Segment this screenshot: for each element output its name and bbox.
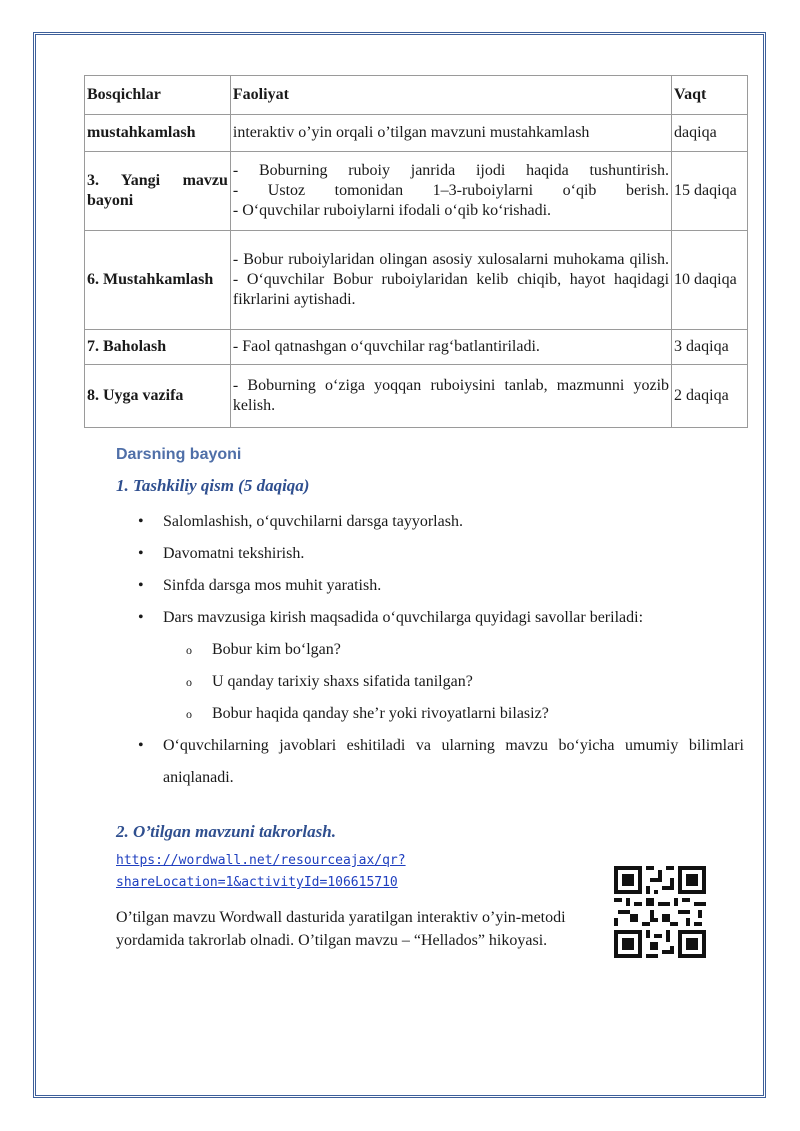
qr-code-image[interactable] [614, 866, 706, 958]
stage-cell: 6. Mustahkamlash [85, 231, 231, 330]
table-row [85, 330, 748, 365]
stage-cell: mustahkamlash [85, 115, 231, 152]
bullet-list [116, 730, 744, 794]
activity-line: - O‘quvchilar ruboiylarni ifodali o‘qib ko‘rishadi. [232, 202, 552, 219]
table-header-row [85, 76, 748, 115]
activity-line: - Ustoz tomonidan 1–3-ruboiylarni o‘qib berish. [232, 182, 670, 199]
header-stages: Bosqichlar [85, 76, 231, 115]
activity-cell [230, 152, 671, 231]
list-item: • Sinfda darsga mos muhit yaratish. [116, 570, 744, 602]
table-row [85, 115, 748, 152]
bullet-list [116, 506, 744, 634]
list-item: • O‘quvchilarning javoblari eshitiladi va ularning mavzu bo‘yicha umumiy bilimlari aniqlanadi. [116, 730, 744, 794]
activity-cell: interaktiv o’yin orqali o’tilgan mavzuni mustahkamlash [230, 115, 671, 152]
time-cell: 15 daqiqa [672, 152, 748, 231]
question-list [116, 634, 744, 730]
activity-line: - Bobur ruboiylaridan olingan asosiy xulosalarni muhokama qilish. [232, 251, 670, 268]
part1-heading: 1. Tashkiliy qism (5 daqiqa) [116, 476, 310, 495]
time-cell: daqiqa [672, 115, 748, 152]
time-cell: 2 daqiqa [672, 365, 748, 428]
activity-cell: - Faol qatnashgan o‘quvchilar rag‘batlantiriladi. [230, 330, 671, 365]
activity-cell [230, 231, 671, 330]
table-row [85, 365, 748, 428]
wordwall-link[interactable]: https://wordwall.net/resourceajax/qr? [116, 853, 406, 868]
table-row [85, 152, 748, 231]
question-item: o U qanday tarixiy shaxs sifatida tanilgan? [116, 666, 744, 698]
part2-paragraph: O’tilgan mavzu Wordwall dasturida yaratilgan interaktiv o’yin-metodi yordamida takrorlab olnadi. O’tilgan mavzu – “Hellados” hikoyasi. [116, 909, 566, 949]
question-item: o Bobur kim bo‘lgan? [116, 634, 744, 666]
list-item: • Salomlashish, o‘quvchilarni darsga tayyorlash. [116, 506, 744, 538]
wordwall-link[interactable]: shareLocation=1&activityId=106615710 [116, 875, 398, 890]
lesson-content [116, 446, 744, 794]
table-row [85, 231, 748, 330]
stage-cell: 7. Baholash [85, 330, 231, 365]
activity-cell: - Boburning o‘ziga yoqqan ruboiysini tanlab, mazmunni yozib kelish. [230, 365, 671, 428]
stage-cell: 3. Yangi mavzu bayoni [85, 152, 231, 231]
time-cell: 3 daqiqa [672, 330, 748, 365]
part2-section [116, 822, 576, 952]
lesson-plan-table [84, 75, 748, 428]
activity-line: - Boburning ruboiy janrida ijodi haqida tushuntirish. [232, 162, 670, 179]
part2-heading: 2. O’tilgan mavzuni takrorlash. [116, 822, 336, 841]
header-activity: Faoliyat [230, 76, 671, 115]
time-cell: 10 daqiqa [672, 231, 748, 330]
list-item: • Dars mavzusiga kirish maqsadida o‘quvchilarga quyidagi savollar beriladi: [116, 602, 744, 634]
list-item: • Davomatni tekshirish. [116, 538, 744, 570]
stage-cell: 8. Uyga vazifa [85, 365, 231, 428]
activity-line: - O‘quvchilar Bobur ruboiylaridan kelib chiqib, hayot haqidagi fikrlarini aytishadi. [232, 271, 670, 308]
section-heading: Darsning bayoni [116, 446, 242, 463]
header-time: Vaqt [672, 76, 748, 115]
question-item: o Bobur haqida qanday she’r yoki rivoyatlarni bilasiz? [116, 698, 744, 730]
